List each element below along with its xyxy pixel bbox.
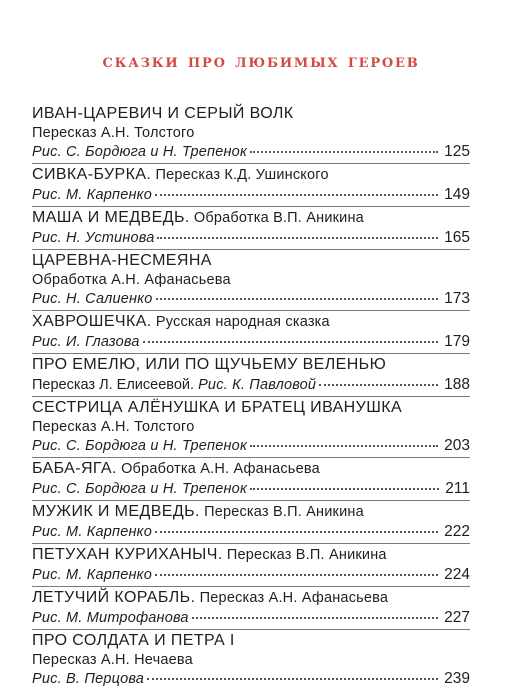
entry-credit: Пересказ А.Н. Толстого [32,125,195,141]
entry-title-note: Пересказ В.П. Аникина [199,504,364,520]
dot-leader [319,384,438,386]
entry-illustrator-row [32,669,470,689]
dot-leader [156,298,439,300]
entry-title-note: Обработка В.П. Аникина [189,210,364,226]
entry-credit-row [32,375,470,395]
entry-page-number: 188 [444,376,470,393]
entry-illustrator: Рис. М. Карпенко [32,187,152,203]
dot-leader [250,488,439,490]
entry-credit: Пересказ А.Н. Нечаева [32,652,193,668]
table-of-contents [32,103,470,690]
entry-title-line [32,104,470,124]
entry-page-number: 179 [444,333,470,350]
entry-page-number: 224 [444,566,470,583]
toc-entry[interactable] [32,311,470,354]
entry-illustrator-row [32,228,470,248]
entry-title-line [32,251,470,271]
entry-title-line [32,312,470,332]
entry-title: ЛЕТУЧИЙ КОРАБЛЬ. [32,589,196,606]
dot-leader [155,574,438,576]
entry-page-number: 125 [444,143,470,160]
entry-title-line [32,208,470,228]
entry-illustrator-row [32,185,470,205]
entry-title: ПЕТУХАН КУРИХАНЫЧ. [32,546,223,563]
entry-page-number: 165 [444,229,470,246]
entry-title: СИВКА-БУРКА. [32,166,152,183]
toc-entry[interactable] [32,544,470,587]
entry-title: ПРО ЕМЕЛЮ, ИЛИ ПО ЩУЧЬЕМУ ВЕЛЕНЬЮ [32,356,387,373]
entry-title-line [32,502,470,522]
entry-title-line [32,165,470,185]
entry-title-line [32,355,470,375]
dot-leader [157,237,438,239]
entry-illustrator-row [32,479,470,499]
entry-page-number: 239 [444,670,470,687]
entry-illustrator-row [32,332,470,352]
entry-illustrator: Рис. С. Бордюга и Н. Трепенок [32,144,247,160]
entry-title-line [32,588,470,608]
entry-illustrator-row [32,608,470,628]
toc-entry[interactable] [32,164,470,207]
toc-entry[interactable] [32,587,470,630]
dot-leader [192,617,438,619]
entry-illustrator: Рис. В. Перцова [32,671,145,687]
entry-page-number: 173 [444,290,470,307]
entry-title-line [32,398,470,418]
entry-illustrator: Рис. С. Бордюга и Н. Трепенок [32,481,247,497]
entry-title: ЦАРЕВНА-НЕСМЕЯНА [32,252,212,269]
toc-entry[interactable] [32,207,470,250]
entry-credit: Обработка А.Н. Афанасьева [32,272,231,288]
entry-title: ХАВРОШЕЧКА. [32,313,152,330]
entry-credit: Пересказ Л. Елисеевой. [32,377,195,393]
entry-page-number: 203 [444,437,470,454]
entry-illustrator: Рис. И. Глазова [32,334,140,350]
entry-title-note: Пересказ К.Д. Ушинского [151,167,329,183]
dot-leader [143,341,439,343]
entry-credit: Пересказ А.Н. Толстого [32,419,195,435]
entry-title-line [32,631,470,651]
entry-title-note: Русская народная сказка [151,314,330,330]
entry-page-number: 227 [444,609,470,626]
entry-illustrator-row [32,565,470,585]
entry-title-note: Обработка А.Н. Афанасьева [116,461,320,477]
entry-title: МАША И МЕДВЕДЬ. [32,209,190,226]
toc-entry[interactable] [32,501,470,544]
section-heading: сказки про любимых героев [102,50,420,72]
entry-title: ПРО СОЛДАТА И ПЕТРА I [32,632,235,649]
dot-leader [155,194,438,196]
dot-leader [250,445,438,447]
entry-illustrator-row [32,289,470,309]
entry-illustrator: Рис. М. Карпенко [32,524,152,540]
entry-illustrator-row [32,142,470,162]
entry-illustrator-row [32,522,470,542]
entry-illustrator: Рис. С. Бордюга и Н. Трепенок [32,438,247,454]
toc-entry[interactable] [32,397,470,458]
entry-illustrator-row [32,436,470,456]
entry-title: ИВАН-ЦАРЕВИЧ И СЕРЫЙ ВОЛК [32,105,294,122]
entry-illustrator: Рис. М. Карпенко [32,567,152,583]
toc-entry[interactable] [32,250,470,311]
entry-page-number: 149 [444,186,470,203]
entry-title: МУЖИК И МЕДВЕДЬ. [32,503,200,520]
entry-title-note: Пересказ В.П. Аникина [222,547,387,563]
toc-entry[interactable] [32,630,470,690]
entry-illustrator: Рис. Н. Устинова [32,230,155,246]
toc-entry[interactable] [32,458,470,501]
entry-title-line [32,459,470,479]
entry-page-number: 222 [444,523,470,540]
entry-title: СЕСТРИЦА АЛЁНУШКА И БРАТЕЦ ИВАНУШКА [32,399,403,416]
entry-title-line [32,545,470,565]
toc-entry[interactable] [32,354,470,397]
toc-entry[interactable] [32,103,470,164]
entry-title: БАБА-ЯГА. [32,460,117,477]
entry-illustrator: Рис. М. Митрофанова [32,610,189,626]
dot-leader [155,531,438,533]
dot-leader [250,151,438,153]
dot-leader [147,678,438,680]
entry-title-note: Пересказ А.Н. Афанасьева [195,590,389,606]
entry-illustrator: Рис. К. Павловой [198,377,317,393]
entry-page-number: 211 [445,480,470,497]
entry-illustrator: Рис. Н. Салиенко [32,291,153,307]
